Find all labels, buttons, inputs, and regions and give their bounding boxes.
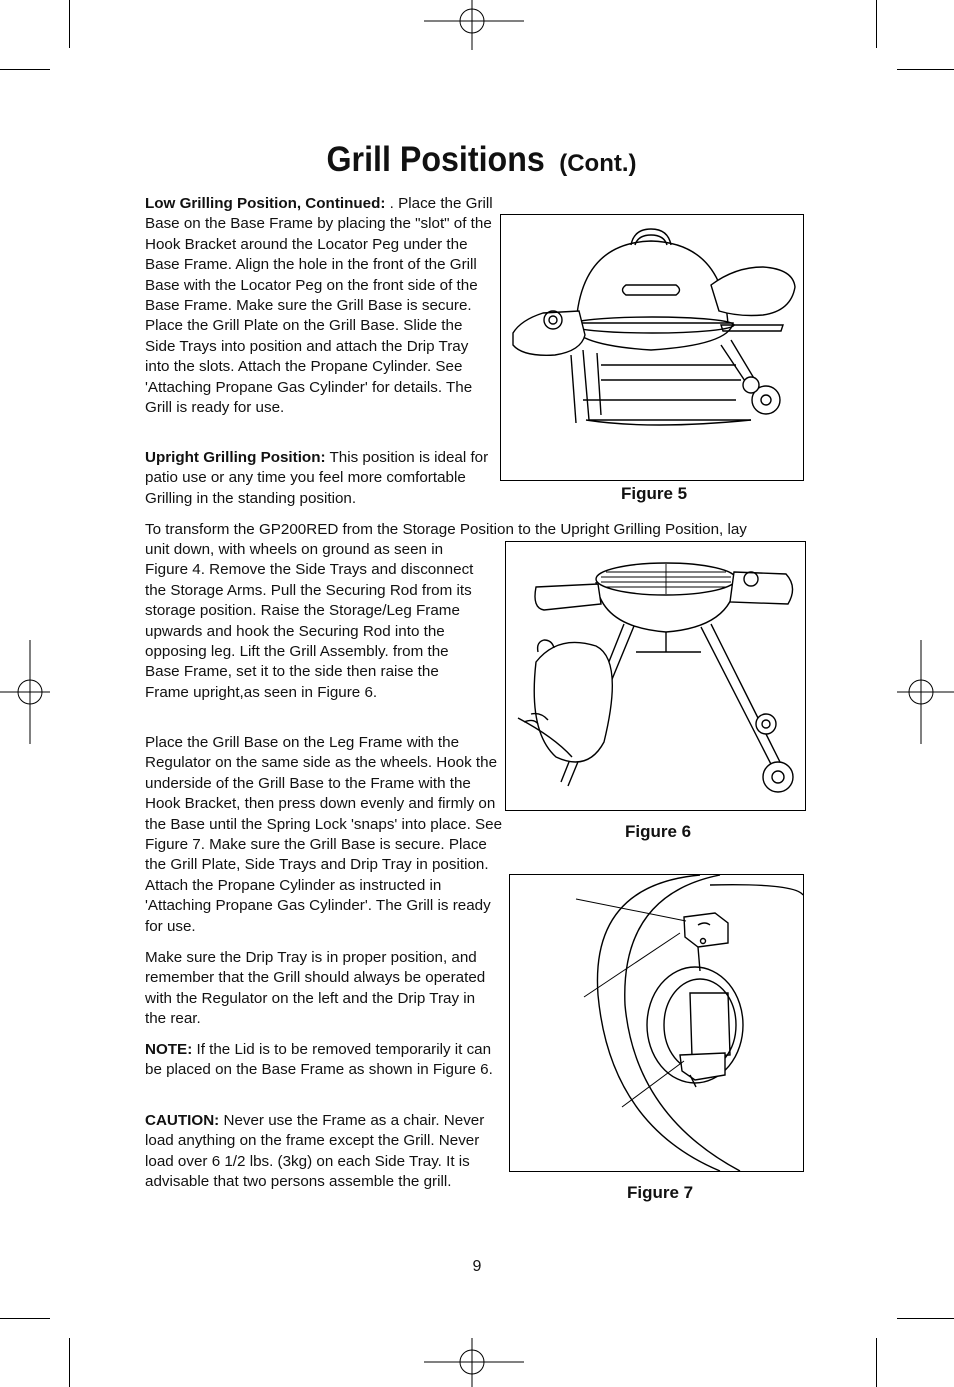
figure-7-caption: Figure 7 [627,1183,694,1202]
figure-6-image [505,541,806,811]
note-paragraph [145,1040,495,1081]
figure-7-image [509,874,804,1172]
registration-mark-right [897,640,954,744]
upright-text: This position is ideal for patio use or any time you feel more comfortable Grilling in the standing position. [145,449,489,507]
registration-mark-left [0,640,50,744]
registration-mark-bottom [424,1338,524,1387]
page-title [0,140,954,180]
figure-5-caption: Figure 5 [621,484,688,503]
hook-bracket-detail-drawing [510,875,803,1171]
place-paragraph: Place the Grill Base on the Leg Frame with the Regulator on the same side as the wheels. Hook the underside of the Grill Base to the Frame with the Hook Bracket, then press down evenly and firmly on the Base until the Spring Lock 'snaps' into place. See Figure 7. Make sure the Grill Base is secure. Place the Grill Plate, Side Trays and Drip Tray in position. Attach the Propane Cylinder as instructed in 'Attaching Propane Gas Cylinder'. The Grill is ready for use. [145,734,503,935]
low-grilling-text: . Place the Grill Base on the Base Frame by placing the "slot" of the Hook Bracket around the Locator Peg under the Base Frame. Align the hole in the front of the Grill Base with the Locator Peg on the front side of the Base Frame. Make sure the Grill Base is secure. Place the Grill Plate on the Grill Base. Slide the Side Trays into position and attach the Drip Tray into the slots. Attach the Propane Cylinder. See 'Attaching Propane Gas Cylinder' for details. The Grill is ready for use. [145,195,493,417]
crop-mark [69,1338,70,1387]
caution-label: CAUTION: [145,1112,220,1129]
page-number: 9 [472,1258,482,1275]
crop-mark [69,0,70,48]
crop-mark [876,1338,877,1387]
grill-low-position-drawing [501,215,803,480]
note-text: If the Lid is to be removed temporarily it can be placed on the Base Frame as shown in Figure 6. [145,1041,493,1079]
drip-tray-paragraph: Make sure the Drip Tray is in proper position, and remember that the Grill should always be operated with the Regulator on the left and the Drip Tray in the rear. [145,949,486,1028]
title-main: Grill Positions [326,140,546,179]
upright-label: Upright Grilling Position: [145,449,326,466]
low-grilling-paragraph [145,194,493,418]
crop-mark [0,1318,50,1319]
caution-paragraph [145,1111,490,1193]
low-grilling-label: Low Grilling Position, Continued: [145,195,386,212]
grill-upright-position-drawing [506,542,805,810]
note-label: NOTE: [145,1041,193,1058]
transform-paragraph: unit down, with wheels on ground as seen in Figure 4. Remove the Side Trays and disconnect the Storage Arms. Pull the Securing Rod from its storage position. Raise the Storage/Leg Frame upwards and hook the Securing Rod into the opposing leg. Lift the Grill Assembly. from the Base Frame, set it to the side then raise the Frame upright,as seen in Figure 6. [145,541,474,701]
crop-mark [897,1318,954,1319]
registration-mark-top [424,0,524,50]
transform-first-line: To transform the GP200RED from the Storage Position to the Upright Grilling Position, lay [145,521,747,538]
figure-5-image [500,214,804,481]
crop-mark [897,69,954,70]
crop-mark [876,0,877,48]
title-suffix: (Cont.) [559,150,637,177]
upright-paragraph [145,448,490,509]
caution-text: Never use the Frame as a chair. Never load anything on the frame except the Grill. Never load over 6 1/2 lbs. (3kg) on each Side Tray. It is advisable that two persons assemble the grill. [145,1112,485,1191]
crop-mark [0,69,50,70]
figure-6-caption: Figure 6 [625,822,692,841]
